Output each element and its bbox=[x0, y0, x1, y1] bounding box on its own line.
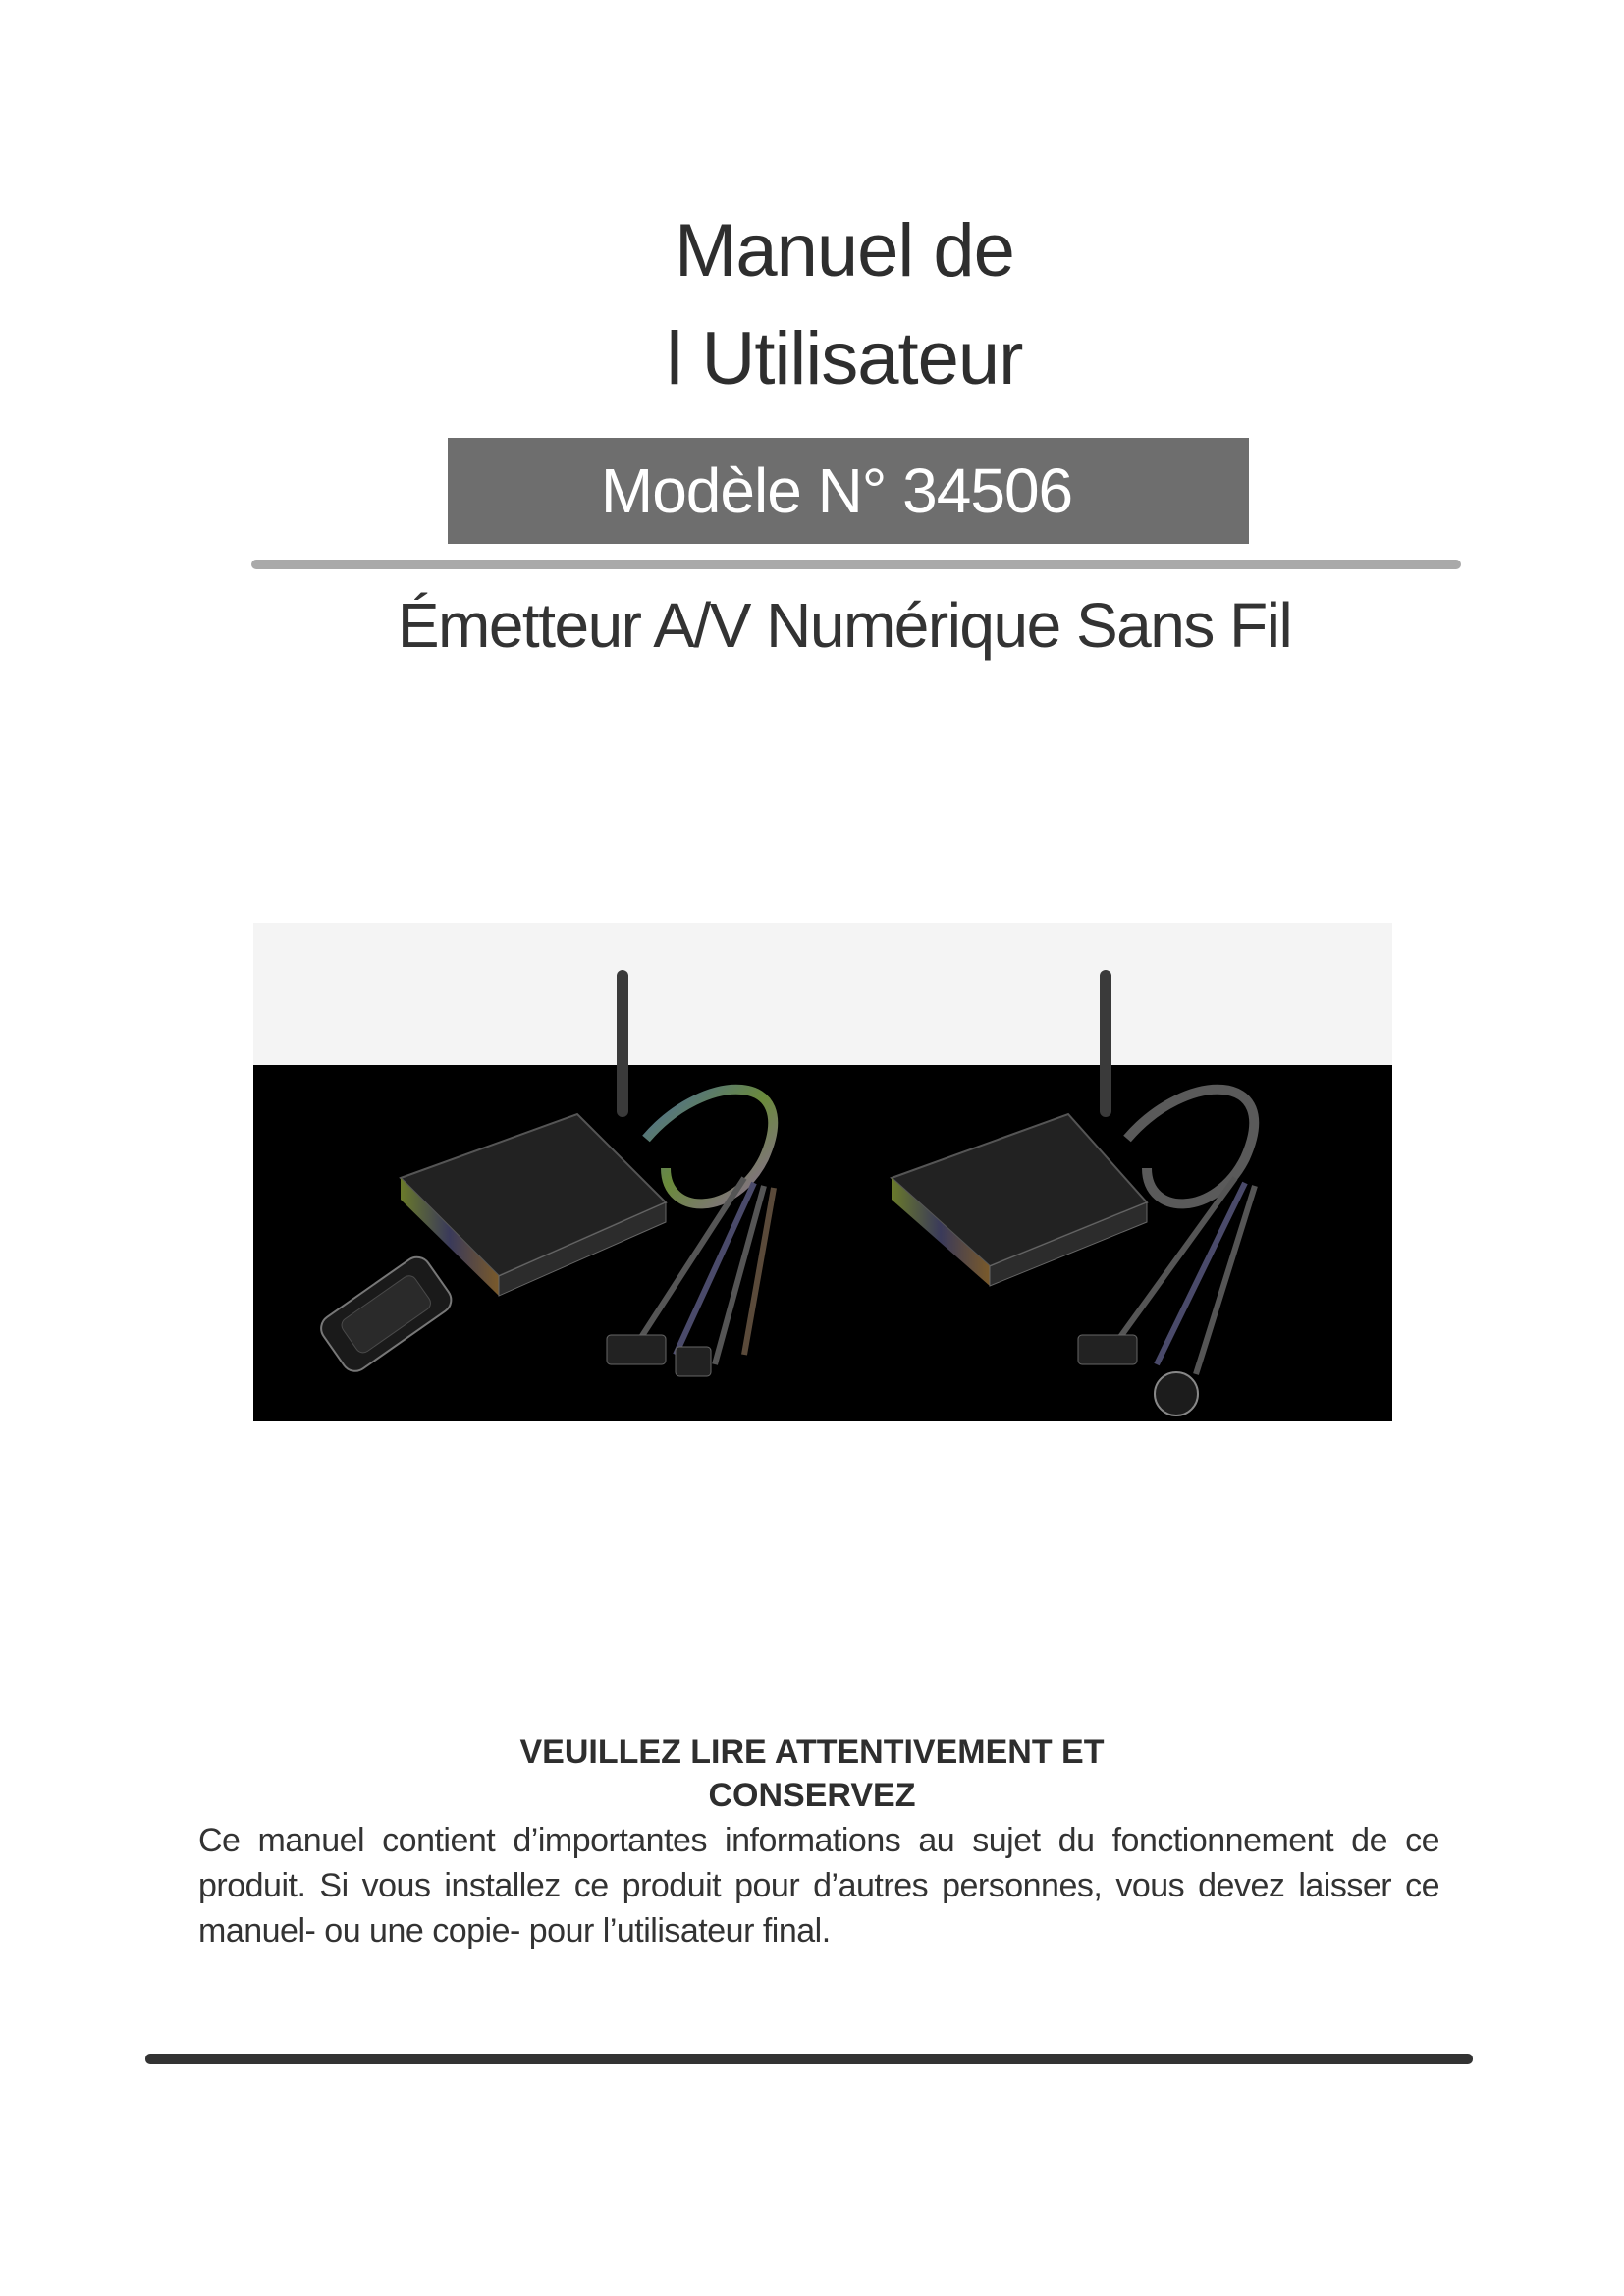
product-subtitle: Émetteur A/V Numérique Sans Fil bbox=[397, 590, 1292, 661]
antenna-icon-2 bbox=[1100, 970, 1111, 1117]
product-photo-illustration bbox=[253, 923, 1392, 1421]
top-divider bbox=[251, 560, 1461, 569]
photo-backdrop-top bbox=[253, 923, 1392, 1065]
notice-subheading: CONSERVEZ bbox=[708, 1777, 916, 1814]
title-line-2: l Utilisateur bbox=[666, 317, 1023, 400]
title-line-1: Manuel de bbox=[675, 209, 1014, 293]
product-photo bbox=[253, 923, 1392, 1421]
model-number-banner: Modèle N° 34506 bbox=[448, 438, 1249, 544]
notice-body: Ce manuel contient d’importantes informations au sujet du fonctionnement de ce produit. Si vous installez ce produit pour d’autres personnes, vous devez laisser ce manuel- ou une copie- pour l’utilisateur final. bbox=[198, 1822, 1439, 1949]
notice-heading: VEUILLEZ LIRE ATTENTIVEMENT ET bbox=[519, 1734, 1105, 1771]
photo-backdrop-bottom bbox=[253, 1065, 1392, 1421]
bottom-divider bbox=[145, 2054, 1473, 2064]
antenna-icon bbox=[617, 970, 628, 1117]
